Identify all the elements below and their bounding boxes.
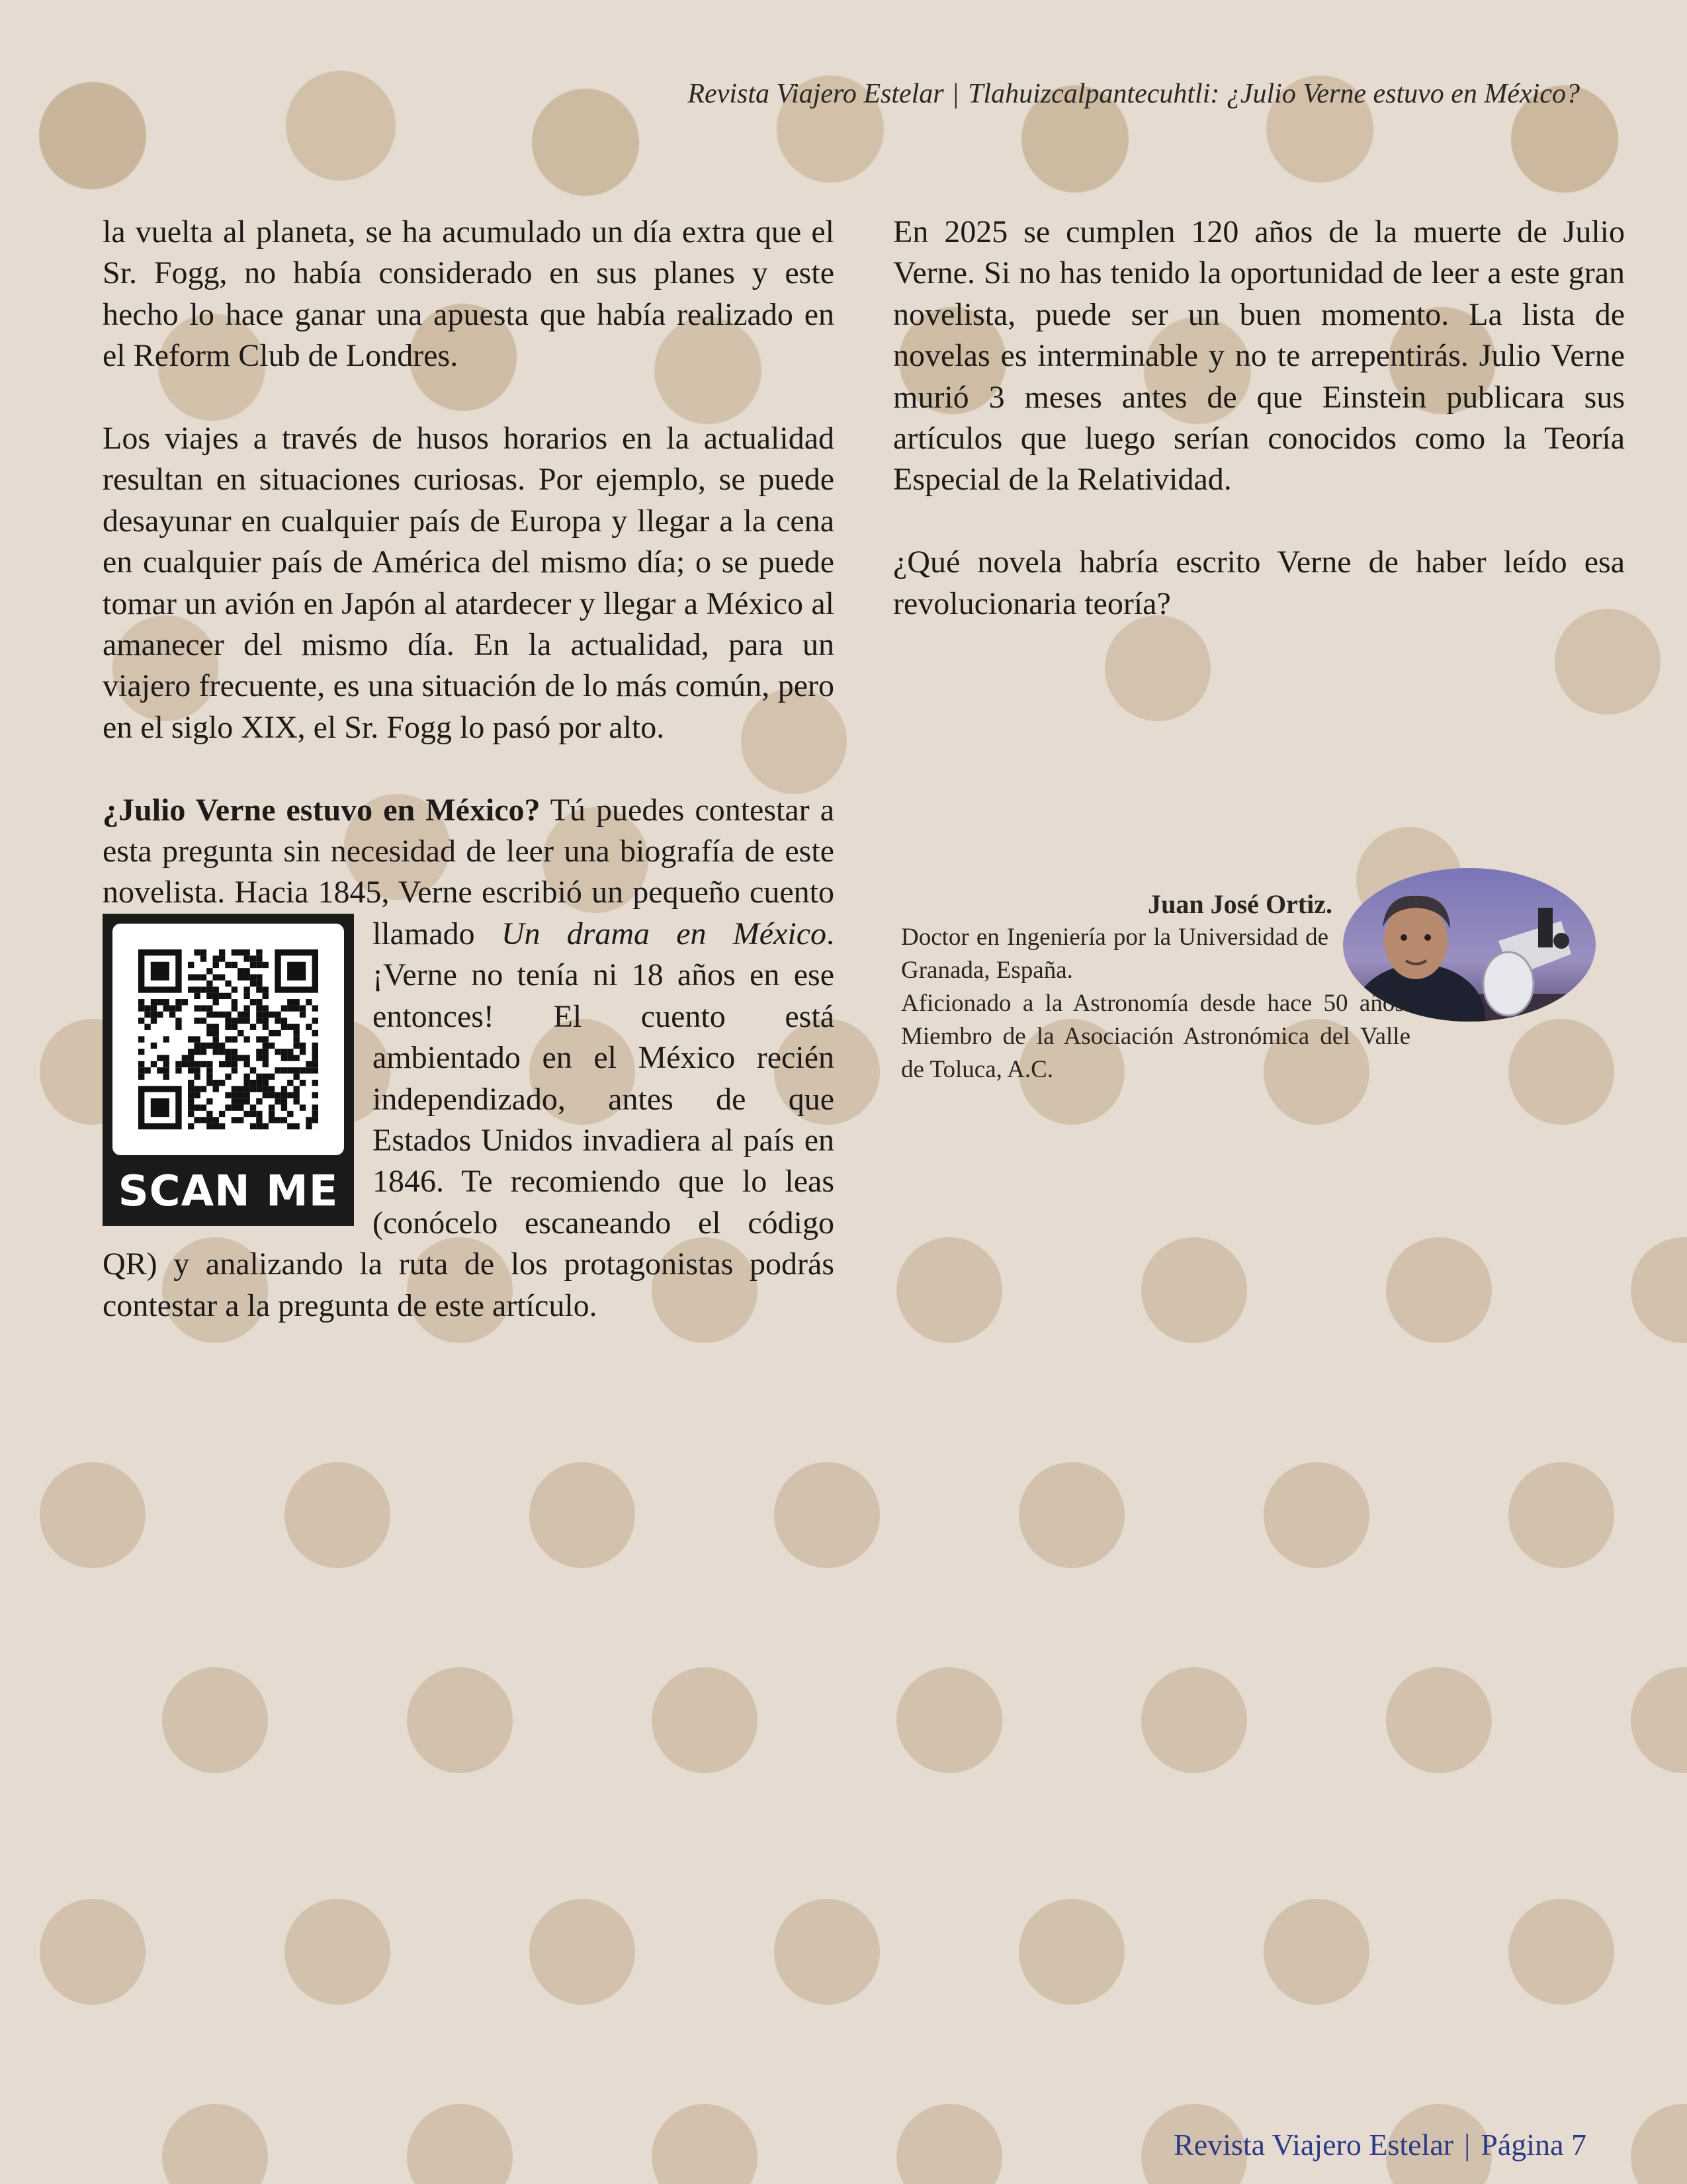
- moon-decoration: [774, 1899, 880, 2005]
- moon-decoration: [407, 2104, 513, 2184]
- header-separator: |: [953, 79, 959, 109]
- author-bio: [901, 921, 1410, 1086]
- moon-decoration: [1141, 1237, 1247, 1343]
- moon-decoration: [284, 1899, 390, 2005]
- moon-decoration: [1386, 1667, 1492, 1773]
- moon-decoration: [529, 1899, 635, 2005]
- moon-decoration: [1631, 2104, 1687, 2184]
- question-heading: ¿Julio Verne estuvo en México?: [103, 792, 541, 828]
- left-column: [103, 212, 834, 1368]
- moon-decoration: [774, 1462, 880, 1568]
- paragraph-fogg-bet: la vuelta al planeta, se ha acumulado un día extra que el Sr. Fogg, no había considerado en sus planes y este hecho lo hace ganar una apuesta que había realizado en el Reform Club de Londres.: [103, 214, 834, 374]
- paragraph-text: . ¡Verne no tenía ni 18 años en ese entonces! El cuento está ambientado en el México recién independizado, antes de que Estados Unidos invadiera al país en 1846. Te recomiendo que lo leas (conócelo escaneando el código QR) y analizando la ruta de los protagonistas podrás contestar a la pregunta de este artículo.: [103, 916, 834, 1323]
- moon-decoration: [896, 2104, 1002, 2184]
- moon-decoration: [40, 1899, 146, 2005]
- moon-decoration: [1264, 1462, 1369, 1568]
- moon-decoration: [1264, 1899, 1369, 2005]
- author-name: Juan José Ortiz.: [1148, 889, 1332, 919]
- moon-decoration: [1386, 1237, 1492, 1343]
- scan-me-label: SCAN ME: [118, 1166, 339, 1216]
- moon-decoration: [407, 1667, 513, 1773]
- author-bio-membership: Aficionado a la Astronomía desde hace 50 años. Miembro de la Asociación Astronómica del Valle de Toluca, A.C.: [901, 990, 1410, 1083]
- moon-decoration: [162, 2104, 268, 2184]
- moon-decoration: [40, 1462, 146, 1568]
- moon-decoration: [652, 2104, 757, 2184]
- moon-decoration: [1631, 1667, 1687, 1773]
- paragraph-closing-question: ¿Qué novela habría escrito Verne de haber leído esa revolucionaria teoría?: [893, 545, 1625, 621]
- qr-code-icon: [112, 924, 344, 1155]
- moon-decoration: [1508, 1462, 1614, 1568]
- footer-separator: |: [1464, 2128, 1471, 2162]
- moon-decoration: [1019, 1462, 1125, 1568]
- author-bio-block: [901, 868, 1596, 1093]
- page-number: Página 7: [1481, 2128, 1586, 2162]
- right-column: [893, 212, 1625, 666]
- header-magazine-name: Revista Viajero Estelar: [687, 79, 944, 109]
- moon-decoration: [162, 1667, 268, 1773]
- page-footer: [1174, 2127, 1586, 2162]
- moon-decoration: [1508, 1899, 1614, 2005]
- moon-decoration: [896, 1237, 1002, 1343]
- moon-decoration: [1019, 1899, 1125, 2005]
- running-header: [687, 78, 1580, 110]
- moon-decoration: [1631, 1237, 1687, 1343]
- footer-magazine-name: Revista Viajero Estelar: [1174, 2128, 1454, 2162]
- author-bio-degree: Doctor en Ingeniería por la Universidad de Granada, España.: [901, 924, 1328, 984]
- paragraph-verne-mexico: [103, 790, 834, 1327]
- moon-decoration: [652, 1667, 757, 1773]
- header-article-title: Tlahuizcalpantecuhtli: ¿Julio Verne estuvo en México?: [968, 79, 1580, 109]
- story-title: Un drama en México: [501, 916, 826, 951]
- moon-decoration: [896, 1667, 1002, 1773]
- qr-code-scan-me[interactable]: [103, 914, 354, 1226]
- moon-decoration: [1141, 1667, 1247, 1773]
- paragraph-text: Tú puedes contestar a esta pregunta sin necesidad de leer una biografía de este novelista. Hacia 1845, Verne escribió un pequeño cuento llamado: [103, 792, 835, 951]
- paragraph-time-zones: Los viajes a través de husos horarios en la actualidad resultan en situaciones curiosas. Por ejemplo, se puede desayunar en cualquier país de Europa y llegar a la cena en cualquier país de América del mismo día; o se puede tomar un avión en Japón al atardecer y llegar a México al amanecer del mismo día. En la actualidad, para un viajero frecuente, es una situación de lo más común, pero en el siglo XIX, el Sr. Fogg lo pasó por alto.: [103, 421, 834, 745]
- paragraph-anniversary: En 2025 se cumplen 120 años de la muerte de Julio Verne. Si no has tenido la oportunidad de leer a este gran novelista, puede ser un buen momento. La lista de novelas es interminable y no te arrepentirás. Julio Verne murió 3 meses antes de que Einstein publicara sus artículos que luego serían conocidos como la Teoría Especial de la Relatividad.: [893, 214, 1625, 498]
- moon-decoration: [529, 1462, 635, 1568]
- moon-decoration: [284, 1462, 390, 1568]
